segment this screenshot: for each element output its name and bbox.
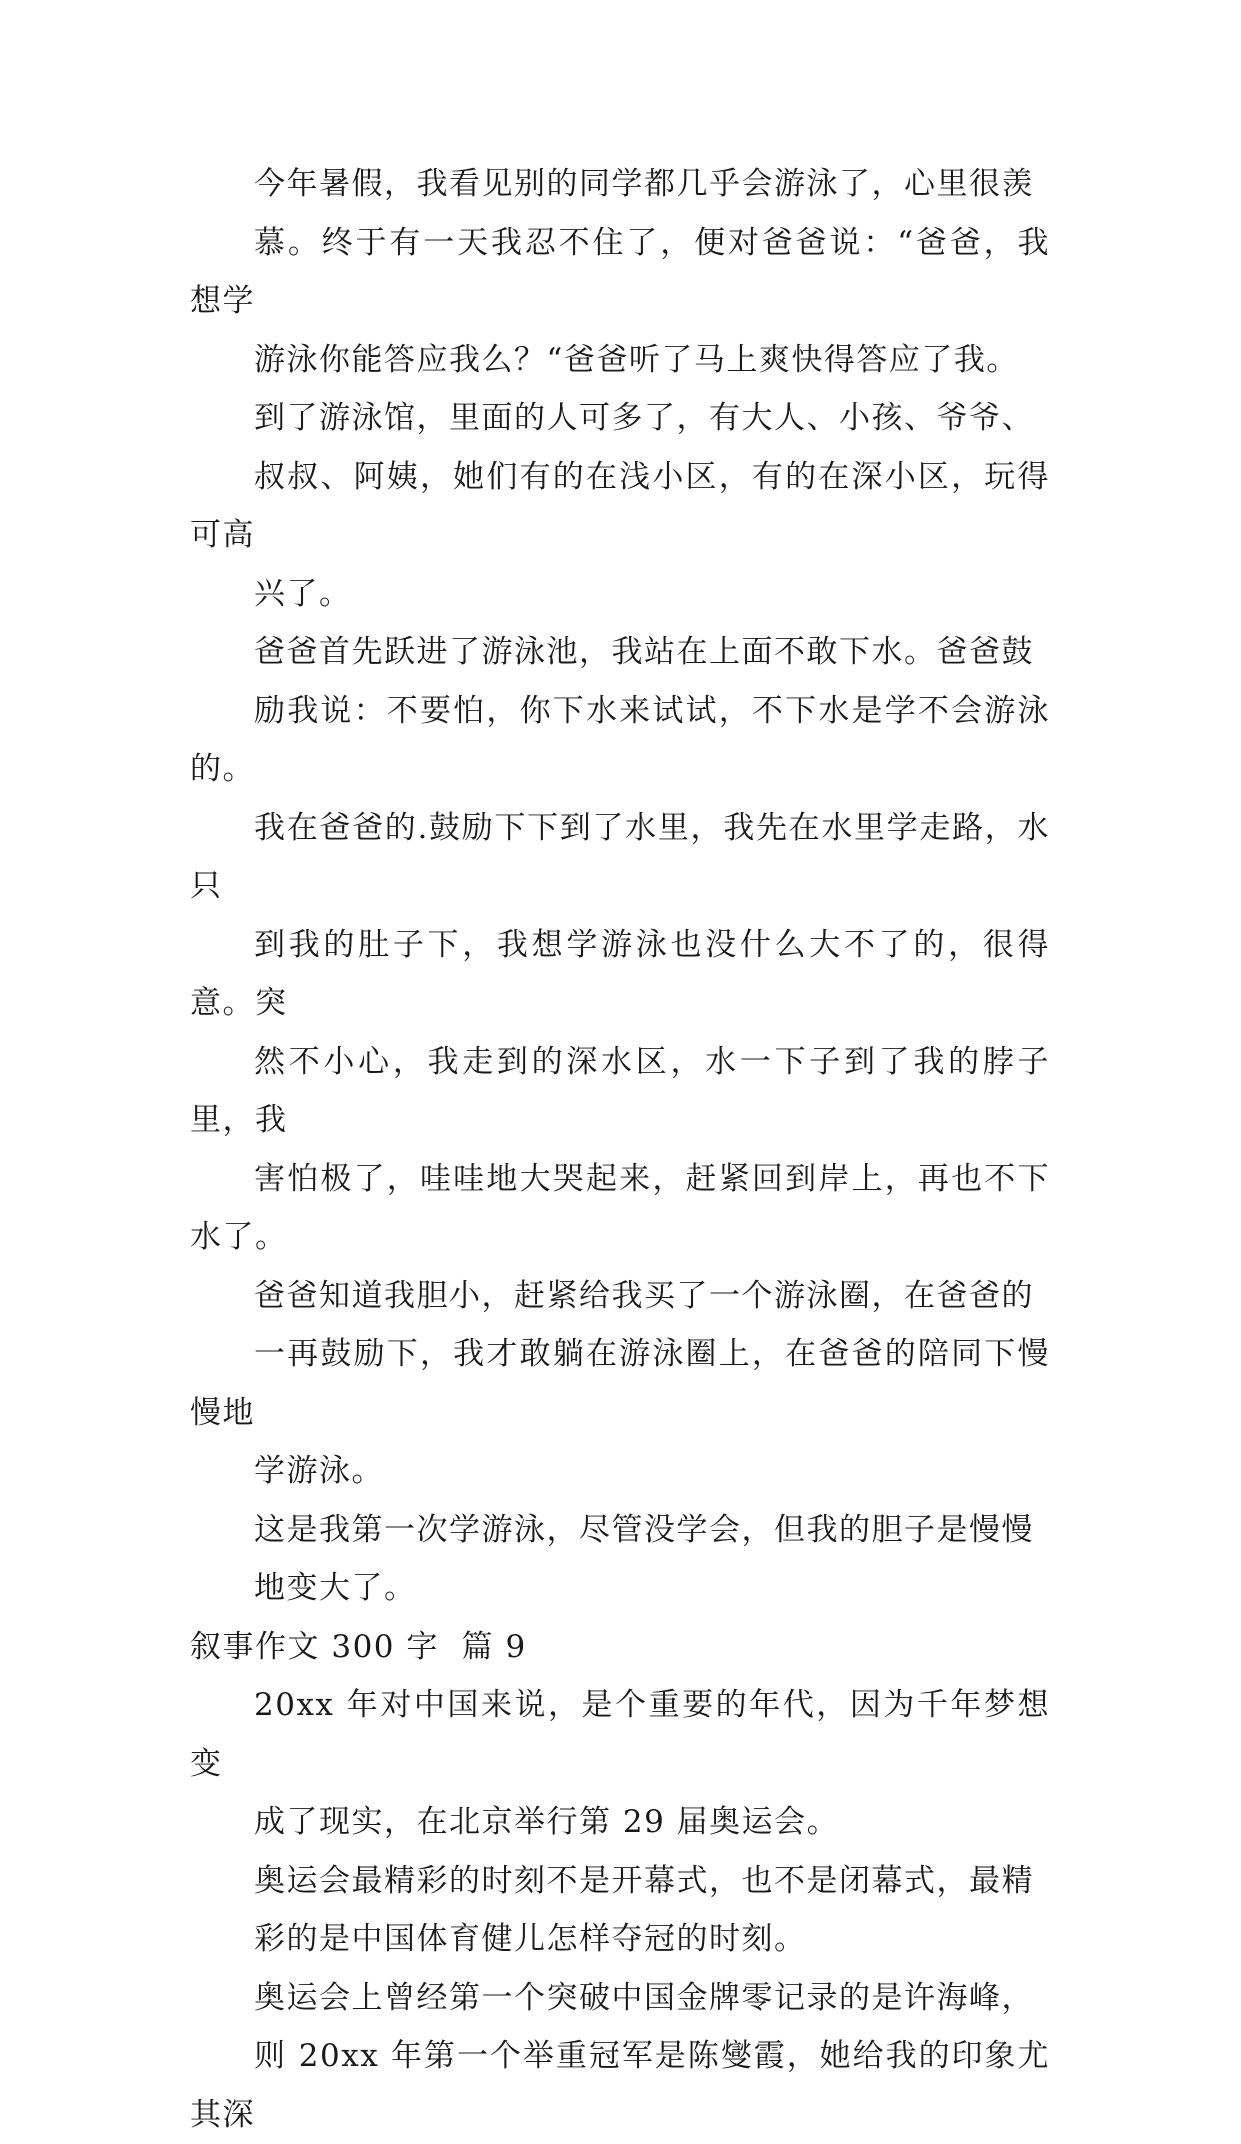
- text-line: 然不小心，我走到的深水区，水一下子到了我的脖子里，我: [190, 1033, 1050, 1150]
- paragraph: [190, 1852, 1050, 1969]
- paragraph: [190, 1501, 1050, 1618]
- text-line: 游泳你能答应我么？“爸爸听了马上爽快得答应了我。: [190, 331, 1050, 390]
- text-line: 爸爸首先跃进了游泳池，我站在上面不敢下水。爸爸鼓: [190, 623, 1050, 682]
- text-line: 励我说：不要怕，你下水来试试，不下水是学不会游泳的。: [190, 682, 1050, 799]
- section-heading: [190, 1618, 1050, 1677]
- paragraph: [190, 1676, 1050, 1852]
- paragraph: [190, 1267, 1050, 1501]
- paragraph: [190, 623, 1050, 1267]
- text-line: 彩的是中国体育健儿怎样夺冠的时刻。: [190, 1910, 1050, 1969]
- paragraph: [190, 389, 1050, 623]
- text-line: 则 20xx 年第一个举重冠军是陈燮霞，她给我的印象尤其深: [190, 2027, 1050, 2144]
- document-body: [190, 155, 1050, 2144]
- text-line: 害怕极了，哇哇地大哭起来，赶紧回到岸上，再也不下水了。: [190, 1150, 1050, 1267]
- text-line: 叙事作文 300 字 篇 9: [190, 1618, 1050, 1677]
- text-line: 叔叔、阿姨，她们有的在浅小区，有的在深小区，玩得可高: [190, 448, 1050, 565]
- text-line: 到我的肚子下，我想学游泳也没什么大不了的，很得意。突: [190, 916, 1050, 1033]
- paragraph: [190, 1969, 1050, 2144]
- text-line: 今年暑假，我看见别的同学都几乎会游泳了，心里很羡: [190, 155, 1050, 214]
- text-line: 我在爸爸的.鼓励下下到了水里，我先在水里学走路，水只: [190, 799, 1050, 916]
- text-line: 兴了。: [190, 565, 1050, 624]
- text-line: 到了游泳馆，里面的人可多了，有大人、小孩、爷爷、: [190, 389, 1050, 448]
- text-line: 一再鼓励下，我才敢躺在游泳圈上，在爸爸的陪同下慢慢地: [190, 1325, 1050, 1442]
- paragraph: [190, 155, 1050, 389]
- text-line: 慕。终于有一天我忍不住了，便对爸爸说：“爸爸，我想学: [190, 214, 1050, 331]
- text-line: 爸爸知道我胆小，赶紧给我买了一个游泳圈，在爸爸的: [190, 1267, 1050, 1326]
- text-line: 这是我第一次学游泳，尽管没学会，但我的胆子是慢慢: [190, 1501, 1050, 1560]
- text-line: 学游泳。: [190, 1442, 1050, 1501]
- text-line: 地变大了。: [190, 1559, 1050, 1618]
- text-line: 奥运会最精彩的时刻不是开幕式，也不是闭幕式，最精: [190, 1852, 1050, 1911]
- text-line: 20xx 年对中国来说，是个重要的年代，因为千年梦想变: [190, 1676, 1050, 1793]
- text-line: 奥运会上曾经第一个突破中国金牌零记录的是许海峰，: [190, 1969, 1050, 2028]
- text-line: 成了现实，在北京举行第 29 届奥运会。: [190, 1793, 1050, 1852]
